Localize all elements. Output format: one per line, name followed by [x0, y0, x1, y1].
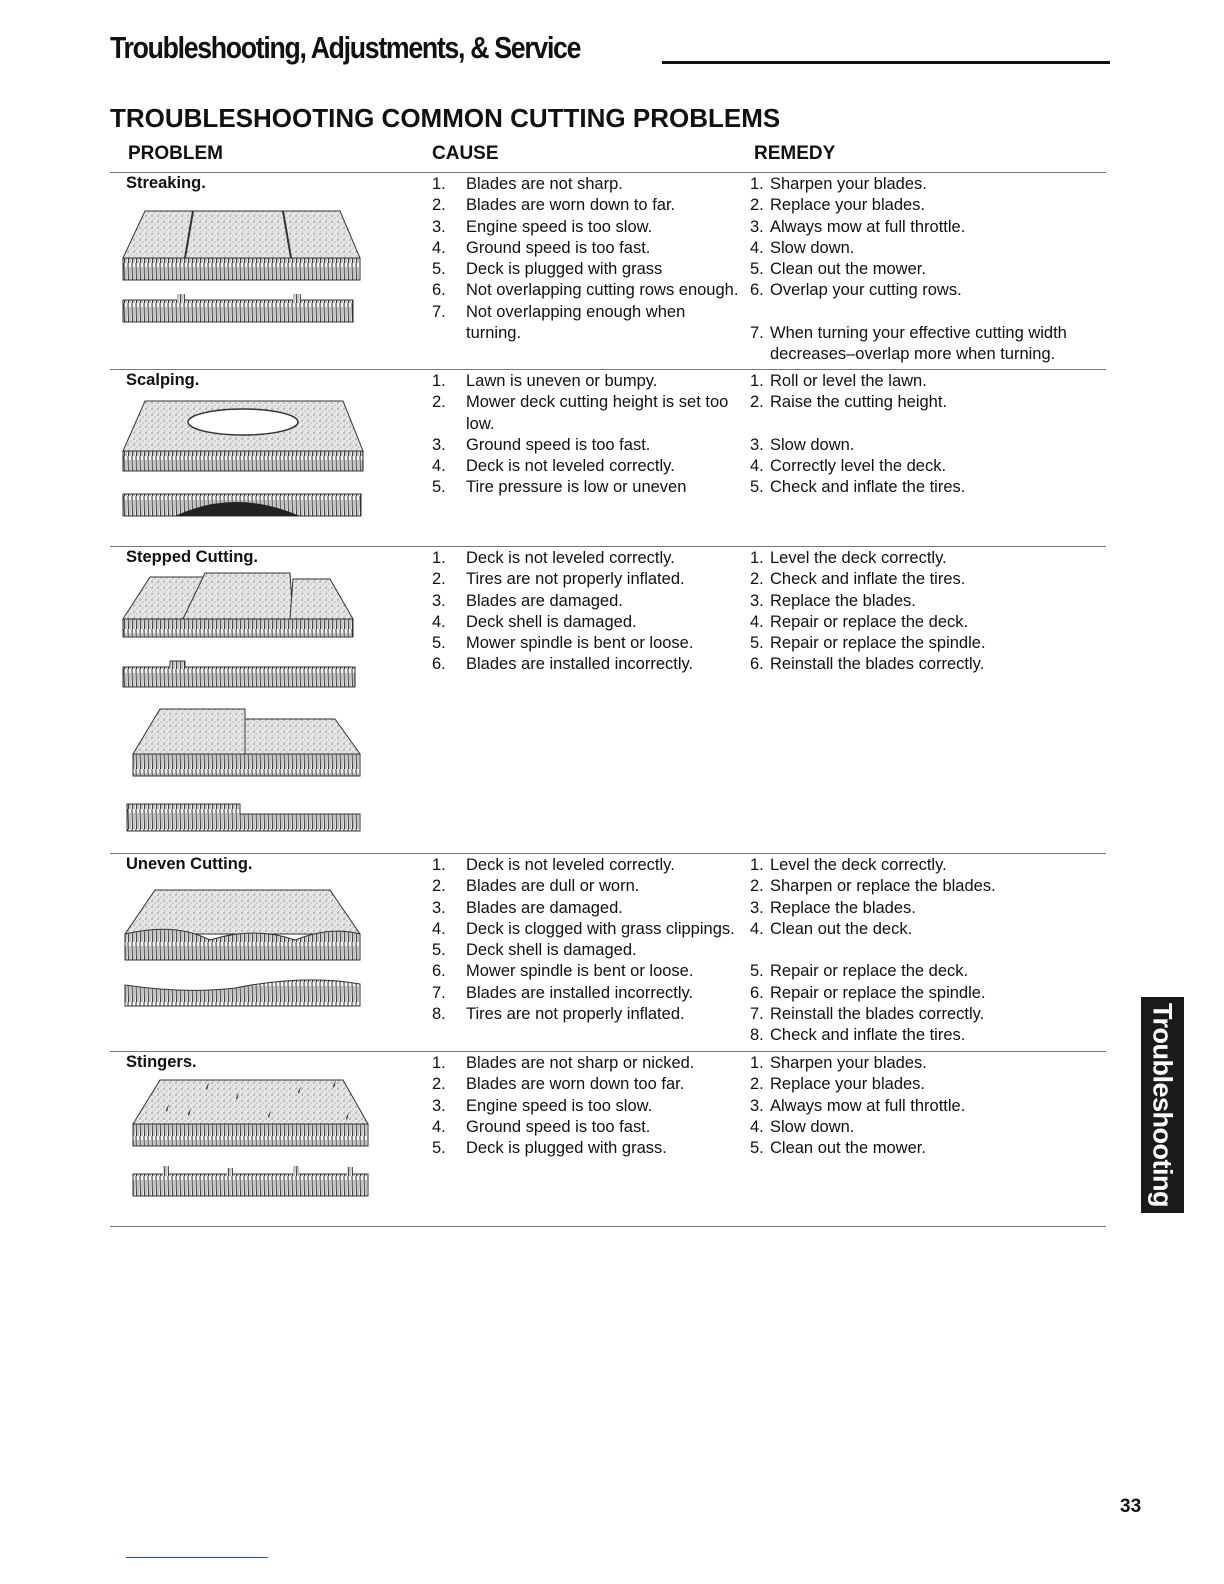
remedy-item: 2. Replace your blades.	[750, 196, 926, 215]
remedy-item: 3. Replace the blades.	[750, 591, 916, 610]
remedy-item: 7. Reinstall the blades correctly.	[750, 1005, 985, 1024]
cause-item: 3. Engine speed is too slow.	[432, 1096, 653, 1115]
header-title: Troubleshooting, Adjustments, & Service	[110, 30, 581, 65]
cause-item: 4. Ground speed is too fast.	[432, 1117, 651, 1136]
remedy-item: 6. Repair or replace the spindle.	[750, 983, 986, 1002]
cause-item: 2. Tires are not properly inflated.	[432, 570, 685, 589]
cause-item: 4. Ground speed is too fast.	[432, 238, 651, 257]
cause-item: 1. Deck is not leveled correctly.	[432, 856, 675, 874]
cause-item: 1. Deck is not leveled correctly.	[432, 549, 675, 567]
remedy-item: 1. Sharpen your blades.	[750, 1054, 927, 1072]
page-header	[110, 30, 1110, 74]
cause-item: 1. Lawn is uneven or bumpy.	[432, 372, 658, 390]
side-tab-label: Troubleshooting	[1147, 1003, 1178, 1207]
cause-item: 3. Blades are damaged.	[432, 898, 623, 917]
remedy-item: 7. When turning your effective cutting width decreases–overlap more when turning.	[750, 324, 1067, 364]
remedy-item: 2. Sharpen or replace the blades.	[750, 877, 996, 896]
cause-item: 6. Mower spindle is bent or loose.	[432, 962, 694, 981]
remedy-item: 5. Clean out the mower.	[750, 260, 926, 279]
remedy-item: 3. Slow down.	[750, 435, 855, 454]
cause-item: 4. Deck is not leveled correctly.	[432, 457, 675, 476]
remedy-item: 6. Reinstall the blades correctly.	[750, 655, 985, 674]
cause-item: 7. Not overlapping enough when turning.	[432, 302, 686, 343]
cause-item: 4. Deck shell is damaged.	[432, 612, 637, 631]
cause-item: 6. Not overlapping cutting rows enough.	[432, 281, 739, 300]
cause-item: 3. Blades are damaged.	[432, 591, 623, 610]
problem-row-scalping	[110, 369, 1106, 546]
cause-item: 3. Engine speed is too slow.	[432, 217, 653, 236]
cause-item: 2. Blades are worn down to far.	[432, 196, 676, 215]
remedy-item: 6. Overlap your cutting rows.	[750, 281, 962, 300]
header-rule	[662, 61, 1110, 64]
problem-row-streaking	[110, 172, 1106, 369]
cause-list	[432, 1053, 742, 1159]
remedy-item: 2. Check and inflate the tires.	[750, 570, 966, 589]
cause-item: 5. Deck is plugged with grass	[432, 260, 663, 279]
cause-list	[432, 371, 742, 499]
remedy-item: 4. Clean out the deck.	[750, 919, 913, 938]
cause-item: 3. Ground speed is too fast.	[432, 435, 651, 454]
column-header-remedy: REMEDY	[754, 143, 836, 164]
remedy-list	[750, 855, 1100, 1047]
problem-row-uneven-cutting	[110, 853, 1106, 1051]
remedy-item: 3. Replace the blades.	[750, 898, 916, 917]
remedy-item: 5. Repair or replace the spindle.	[750, 634, 986, 653]
remedy-item: 4. Correctly level the deck.	[750, 457, 947, 476]
scalping-illustration	[115, 396, 365, 526]
section-side-tab	[1141, 997, 1184, 1213]
problem-row-stepped-cutting	[110, 546, 1106, 854]
problem-name: Stepped Cutting.	[126, 548, 258, 566]
remedy-item: 8. Check and inflate the tires.	[750, 1026, 966, 1045]
uneven-cutting-illustration	[115, 882, 370, 1017]
cause-item: 8. Tires are not properly inflated.	[432, 1005, 685, 1024]
problem-name: Streaking.	[126, 174, 206, 192]
remedy-item: 3. Always mow at full throttle.	[750, 1096, 966, 1115]
footer-line	[126, 1557, 268, 1558]
streaking-illustration	[115, 203, 365, 335]
cause-item: 2. Blades are dull or worn.	[432, 877, 640, 896]
cause-item: 2. Mower deck cutting height is set too low.	[432, 393, 729, 433]
cause-item: 7. Blades are installed incorrectly.	[432, 983, 694, 1002]
remedy-item: 5. Repair or replace the deck.	[750, 962, 969, 981]
remedy-list	[750, 548, 1100, 676]
remedy-spacer	[750, 302, 1100, 323]
remedy-item: 2. Raise the cutting height.	[750, 393, 948, 412]
remedy-item: 5. Clean out the mower.	[750, 1139, 926, 1158]
cause-item: 5. Tire pressure is low or uneven	[432, 478, 687, 497]
cause-item: 5. Deck is plugged with grass.	[432, 1139, 667, 1158]
remedy-item: 1. Roll or level the lawn.	[750, 372, 927, 390]
remedy-list	[750, 371, 1100, 499]
remedy-item: 2. Replace your blades.	[750, 1075, 926, 1094]
remedy-list	[750, 174, 1100, 366]
problem-row-stingers	[110, 1051, 1106, 1227]
remedy-item: 4. Slow down.	[750, 238, 855, 257]
remedy-item: 4. Repair or replace the deck.	[750, 612, 969, 631]
remedy-item: 1. Sharpen your blades.	[750, 175, 927, 193]
page-number: 33	[1120, 1496, 1142, 1517]
remedy-item: 1. Level the deck correctly.	[750, 549, 947, 567]
column-header-problem: PROBLEM	[128, 143, 223, 164]
cause-list	[432, 548, 742, 676]
remedy-item: 4. Slow down.	[750, 1117, 855, 1136]
cause-item: 2. Blades are worn down too far.	[432, 1075, 685, 1094]
problem-name: Stingers.	[126, 1053, 197, 1071]
remedy-spacer	[750, 414, 1100, 435]
stepped-cutting-illustration	[115, 569, 370, 837]
cause-item: 5. Mower spindle is bent or loose.	[432, 634, 694, 653]
remedy-item: 5. Check and inflate the tires.	[750, 478, 966, 497]
problem-name: Uneven Cutting.	[126, 855, 253, 873]
stingers-illustration	[115, 1076, 375, 1201]
section-title: TROUBLESHOOTING COMMON CUTTING PROBLEMS	[110, 103, 781, 133]
cause-item: 5. Deck shell is damaged.	[432, 941, 637, 960]
cause-list	[432, 855, 742, 1025]
cause-list	[432, 174, 742, 344]
table-bottom-rule	[110, 1226, 1106, 1227]
remedy-item: 1. Level the deck correctly.	[750, 856, 947, 874]
column-header-cause: CAUSE	[432, 143, 499, 164]
cause-item: 4. Deck is clogged with grass clippings.	[432, 919, 735, 938]
remedy-item: 3. Always mow at full throttle.	[750, 217, 966, 236]
remedy-list	[750, 1053, 1100, 1159]
problem-name: Scalping.	[126, 371, 200, 389]
cause-item: 1. Blades are not sharp or nicked.	[432, 1054, 695, 1072]
remedy-spacer	[750, 940, 1100, 961]
cause-item: 1. Blades are not sharp.	[432, 175, 623, 193]
cause-item: 6. Blades are installed incorrectly.	[432, 655, 694, 674]
